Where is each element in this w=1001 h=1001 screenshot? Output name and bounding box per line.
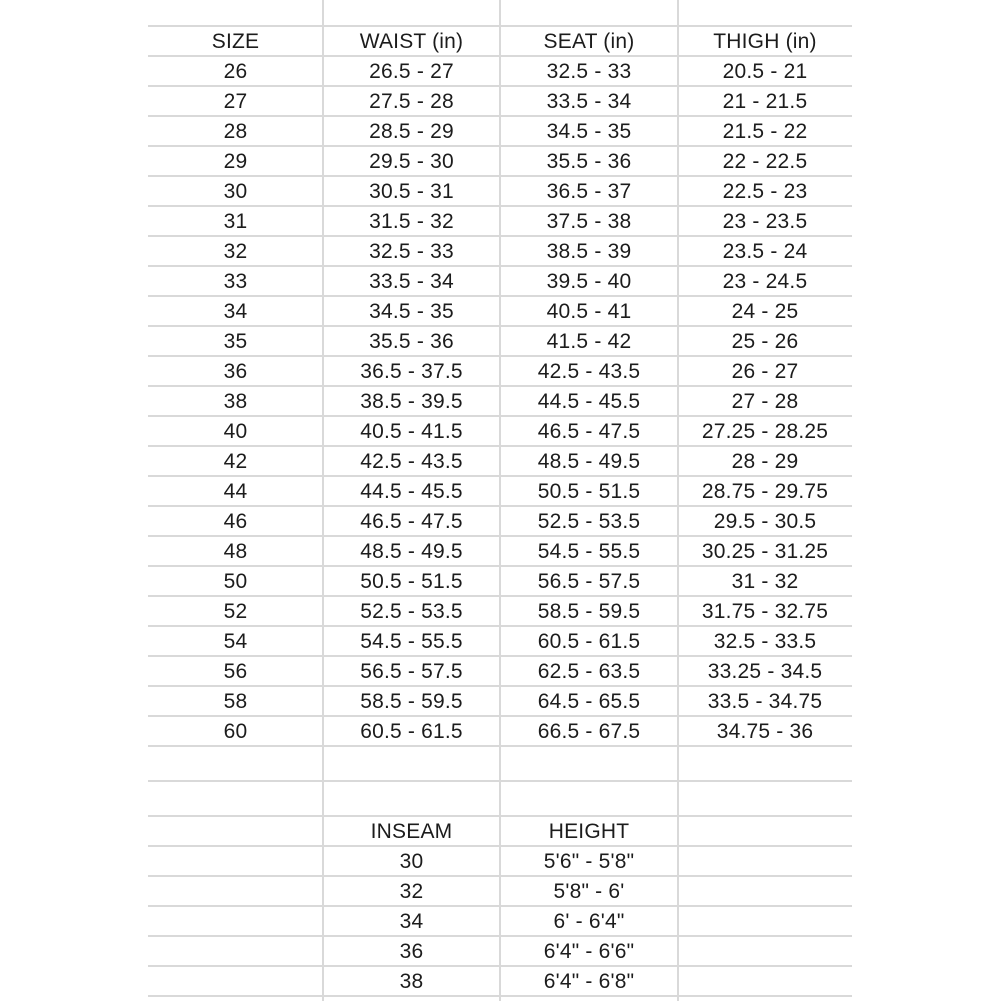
table-cell: 34 — [399, 909, 424, 933]
table-cell: 30 — [223, 179, 248, 203]
size-table-row — [148, 597, 852, 627]
table-cell: 46 — [223, 509, 248, 533]
table-cell: 6'4" - 6'8" — [543, 969, 635, 993]
table-cell: 60 — [223, 719, 248, 743]
size-table-row — [148, 327, 852, 357]
table-cell: 52.5 - 53.5 — [537, 509, 641, 533]
size-table-row — [148, 717, 852, 747]
column-header: SIZE — [211, 29, 260, 53]
empty-cell — [678, 937, 852, 965]
table-cell: 54.5 - 55.5 — [537, 539, 641, 563]
table-cell: 29.5 - 30 — [369, 149, 454, 173]
size-table-row — [148, 537, 852, 567]
empty-cell — [148, 937, 323, 965]
empty-cell — [678, 817, 852, 845]
size-table-row — [148, 417, 852, 447]
table-cell: 26 — [223, 59, 248, 83]
inseam-table-header-row — [148, 817, 852, 847]
column-header: INSEAM — [370, 819, 453, 843]
table-cell: 34.5 - 35 — [546, 119, 632, 143]
table-cell: 29.5 - 30.5 — [713, 509, 817, 533]
table-cell: 6' - 6'4" — [553, 909, 625, 933]
table-cell: 5'6" - 5'8" — [543, 849, 635, 873]
table-cell: 22 - 22.5 — [722, 149, 808, 173]
table-cell: 30.5 - 31 — [369, 179, 454, 203]
table-cell: 38 — [399, 969, 424, 993]
table-cell: 36.5 - 37.5 — [360, 359, 463, 383]
table-cell: 23 - 24.5 — [722, 269, 808, 293]
table-cell: 21.5 - 22 — [722, 119, 808, 143]
table-cell: 32 — [399, 879, 424, 903]
table-cell: 27.5 - 28 — [369, 89, 454, 113]
table-cell: 28 — [223, 119, 248, 143]
table-cell: 54 — [223, 629, 248, 653]
column-header: THIGH (in) — [713, 29, 817, 53]
size-table-row — [148, 357, 852, 387]
table-cell: 42.5 - 43.5 — [537, 359, 641, 383]
table-cell: 26 - 27 — [731, 359, 799, 383]
table-cell: 46.5 - 47.5 — [360, 509, 463, 533]
empty-cell — [323, 782, 500, 815]
table-cell: 30.25 - 31.25 — [701, 539, 829, 563]
table-cell: 54.5 - 55.5 — [360, 629, 463, 653]
empty-cell — [678, 847, 852, 875]
table-cell: 36 — [399, 939, 424, 963]
empty-cell — [500, 782, 678, 815]
column-header: HEIGHT — [548, 819, 630, 843]
table-cell: 32.5 - 33 — [369, 239, 454, 263]
empty-cell — [678, 747, 852, 780]
size-table-row — [148, 687, 852, 717]
table-cell: 29 — [223, 149, 248, 173]
size-table-header-row — [148, 27, 852, 57]
empty-cell — [678, 967, 852, 995]
empty-cell — [148, 817, 323, 845]
table-cell: 44 — [223, 479, 248, 503]
table-cell: 28.75 - 29.75 — [701, 479, 829, 503]
table-cell: 30 — [399, 849, 424, 873]
table-cell: 46.5 - 47.5 — [537, 419, 641, 443]
table-cell: 28.5 - 29 — [369, 119, 454, 143]
table-cell: 50.5 - 51.5 — [537, 479, 641, 503]
table-cell: 21 - 21.5 — [722, 89, 808, 113]
table-cell: 34.5 - 35 — [369, 299, 454, 323]
table-cell: 25 - 26 — [731, 329, 799, 353]
table-cell: 31 — [223, 209, 248, 233]
table-cell: 5'8" - 6' — [553, 879, 625, 903]
inseam-table-row — [148, 877, 852, 907]
empty-cell — [678, 782, 852, 815]
size-chart-sheet — [148, 25, 852, 997]
inseam-table-row — [148, 847, 852, 877]
table-cell: 33.5 - 34 — [546, 89, 632, 113]
empty-cell — [148, 782, 323, 815]
table-cell: 34 — [223, 299, 248, 323]
table-cell: 27 - 28 — [731, 389, 799, 413]
empty-cell — [148, 877, 323, 905]
empty-cell — [148, 967, 323, 995]
table-cell: 60.5 - 61.5 — [360, 719, 463, 743]
inseam-table-row — [148, 907, 852, 937]
table-cell: 33 — [223, 269, 248, 293]
table-cell: 35 — [223, 329, 248, 353]
size-table-row — [148, 87, 852, 117]
size-table-row — [148, 207, 852, 237]
empty-cell — [148, 907, 323, 935]
table-cell: 56 — [223, 659, 248, 683]
size-table-row — [148, 507, 852, 537]
table-cell: 6'4" - 6'6" — [543, 939, 635, 963]
table-cell: 42 — [223, 449, 248, 473]
column-header: WAIST (in) — [359, 29, 464, 53]
empty-cell — [678, 877, 852, 905]
size-table-row — [148, 627, 852, 657]
table-cell: 32.5 - 33.5 — [713, 629, 817, 653]
table-cell: 44.5 - 45.5 — [360, 479, 463, 503]
size-table-row — [148, 177, 852, 207]
table-cell: 42.5 - 43.5 — [360, 449, 463, 473]
table-cell: 27.25 - 28.25 — [701, 419, 829, 443]
table-cell: 38.5 - 39 — [546, 239, 632, 263]
table-cell: 20.5 - 21 — [722, 59, 808, 83]
empty-cell — [323, 747, 500, 780]
table-cell: 28 - 29 — [731, 449, 799, 473]
spacer-row — [148, 747, 852, 782]
table-cell: 56.5 - 57.5 — [537, 569, 641, 593]
size-table-row — [148, 657, 852, 687]
size-table-row — [148, 147, 852, 177]
table-cell: 33.5 - 34 — [369, 269, 454, 293]
empty-cell — [148, 747, 323, 780]
table-cell: 58.5 - 59.5 — [360, 689, 463, 713]
column-header: SEAT (in) — [543, 29, 635, 53]
table-cell: 35.5 - 36 — [369, 329, 454, 353]
size-table-row — [148, 117, 852, 147]
table-cell: 23 - 23.5 — [722, 209, 808, 233]
table-cell: 32.5 - 33 — [546, 59, 632, 83]
table-cell: 41.5 - 42 — [546, 329, 632, 353]
table-cell: 50.5 - 51.5 — [360, 569, 463, 593]
table-cell: 22.5 - 23 — [722, 179, 808, 203]
inseam-table-row — [148, 937, 852, 967]
empty-cell — [148, 847, 323, 875]
table-cell: 48.5 - 49.5 — [537, 449, 641, 473]
table-cell: 52.5 - 53.5 — [360, 599, 463, 623]
table-cell: 38.5 - 39.5 — [360, 389, 463, 413]
table-cell: 27 — [223, 89, 248, 113]
table-cell: 37.5 - 38 — [546, 209, 632, 233]
table-cell: 60.5 - 61.5 — [537, 629, 641, 653]
table-cell: 33.5 - 34.75 — [707, 689, 823, 713]
table-cell: 44.5 - 45.5 — [537, 389, 641, 413]
table-cell: 58.5 - 59.5 — [537, 599, 641, 623]
size-table-row — [148, 387, 852, 417]
table-cell: 48 — [223, 539, 248, 563]
table-cell: 50 — [223, 569, 248, 593]
table-cell: 64.5 - 65.5 — [537, 689, 641, 713]
size-table-row — [148, 447, 852, 477]
table-cell: 38 — [223, 389, 248, 413]
size-table-row — [148, 477, 852, 507]
size-table-row — [148, 297, 852, 327]
table-cell: 26.5 - 27 — [369, 59, 454, 83]
table-cell: 66.5 - 67.5 — [537, 719, 641, 743]
table-cell: 24 - 25 — [731, 299, 799, 323]
table-cell: 56.5 - 57.5 — [360, 659, 463, 683]
table-cell: 52 — [223, 599, 248, 623]
size-table-row — [148, 57, 852, 87]
table-cell: 40 — [223, 419, 248, 443]
size-table-row — [148, 567, 852, 597]
table-cell: 40.5 - 41.5 — [360, 419, 463, 443]
table-cell: 39.5 - 40 — [546, 269, 632, 293]
table-cell: 31.5 - 32 — [369, 209, 454, 233]
spacer-row — [148, 782, 852, 817]
table-cell: 33.25 - 34.5 — [707, 659, 823, 683]
table-cell: 36 — [223, 359, 248, 383]
table-cell: 32 — [223, 239, 248, 263]
table-cell: 36.5 - 37 — [546, 179, 632, 203]
table-cell: 31.75 - 32.75 — [701, 599, 829, 623]
table-cell: 48.5 - 49.5 — [360, 539, 463, 563]
empty-cell — [678, 907, 852, 935]
table-cell: 34.75 - 36 — [716, 719, 814, 743]
table-cell: 35.5 - 36 — [546, 149, 632, 173]
empty-cell — [500, 747, 678, 780]
size-table-row — [148, 267, 852, 297]
table-cell: 31 - 32 — [731, 569, 799, 593]
inseam-table-row — [148, 967, 852, 997]
table-cell: 23.5 - 24 — [722, 239, 808, 263]
table-cell: 40.5 - 41 — [546, 299, 632, 323]
table-cell: 58 — [223, 689, 248, 713]
size-table-row — [148, 237, 852, 267]
table-cell: 62.5 - 63.5 — [537, 659, 641, 683]
